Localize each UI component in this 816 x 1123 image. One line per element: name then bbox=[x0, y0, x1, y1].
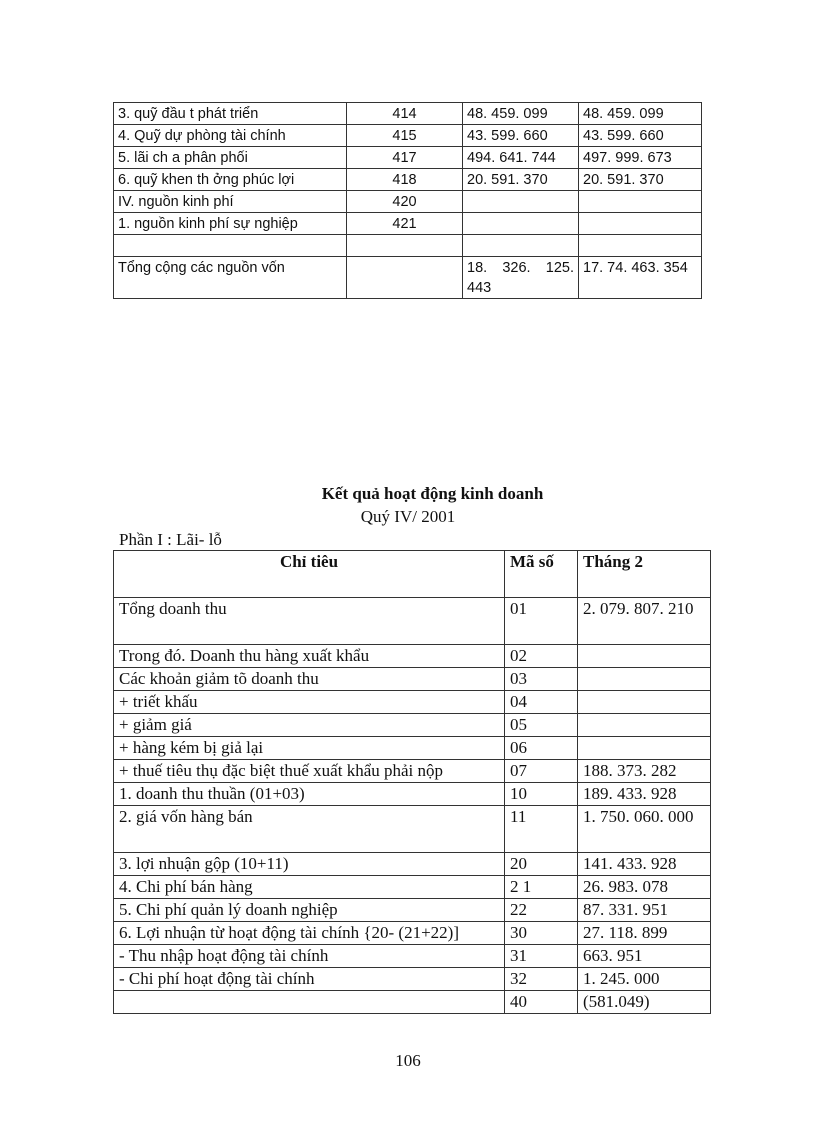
row-label: + hàng kém bị giả lại bbox=[114, 737, 505, 760]
row-value bbox=[578, 714, 711, 737]
row-label: Tổng doanh thu bbox=[114, 598, 505, 645]
part-label: Phần I : Lãi- lỗ bbox=[119, 530, 222, 549]
table-row bbox=[114, 103, 702, 125]
row-code: 32 bbox=[505, 968, 578, 991]
row-code: 417 bbox=[347, 147, 463, 169]
row-label: 5. lãi ch a phân phối bbox=[114, 147, 347, 169]
capital-sources-table bbox=[113, 102, 702, 299]
row-value: 141. 433. 928 bbox=[578, 853, 711, 876]
table-row bbox=[114, 691, 711, 714]
row-value-end bbox=[579, 213, 702, 235]
row-value: 1. 750. 060. 000 bbox=[578, 806, 711, 853]
row-code: 420 bbox=[347, 191, 463, 213]
row-value: 87. 331. 951 bbox=[578, 899, 711, 922]
table-row bbox=[114, 213, 702, 235]
table-row bbox=[114, 598, 711, 645]
row-code: 10 bbox=[505, 783, 578, 806]
table-row bbox=[114, 235, 702, 257]
row-label: 4. Chi phí bán hàng bbox=[114, 876, 505, 899]
row-value-end: 497. 999. 673 bbox=[579, 147, 702, 169]
table-row bbox=[114, 737, 711, 760]
header-month: Tháng 2 bbox=[578, 551, 711, 598]
row-label: 1. nguồn kinh phí sự nghiệp bbox=[114, 213, 347, 235]
row-code: 07 bbox=[505, 760, 578, 783]
row-code: 06 bbox=[505, 737, 578, 760]
row-label: Các khoản giảm tõ doanh thu bbox=[114, 668, 505, 691]
table-row bbox=[114, 645, 711, 668]
row-label: 6. Lợi nhuận từ hoạt động tài chính {20- (21+22)] bbox=[114, 922, 505, 945]
table-row bbox=[114, 169, 702, 191]
row-code: 05 bbox=[505, 714, 578, 737]
row-label: 2. giá vốn hàng bán bbox=[114, 806, 505, 853]
row-label: - Chi phí hoạt động tài chính bbox=[114, 968, 505, 991]
row-value: 189. 433. 928 bbox=[578, 783, 711, 806]
row-code: 421 bbox=[347, 213, 463, 235]
page-number: 106 bbox=[395, 1051, 421, 1070]
row-label: + giảm giá bbox=[114, 714, 505, 737]
row-code: 20 bbox=[505, 853, 578, 876]
row-code: 418 bbox=[347, 169, 463, 191]
row-value-end: 43. 599. 660 bbox=[579, 125, 702, 147]
row-value-start: 48. 459. 099 bbox=[463, 103, 579, 125]
row-label: IV. nguồn kinh phí bbox=[114, 191, 347, 213]
row-value bbox=[578, 668, 711, 691]
row-value-end: 48. 459. 099 bbox=[579, 103, 702, 125]
total-value-start: 18. 326. 125. 443 bbox=[463, 257, 579, 299]
row-label: 1. doanh thu thuần (01+03) bbox=[114, 783, 505, 806]
table-total-row bbox=[114, 257, 702, 299]
table-row bbox=[114, 899, 711, 922]
row-label: + triết khấu bbox=[114, 691, 505, 714]
row-label: - Thu nhập hoạt động tài chính bbox=[114, 945, 505, 968]
row-value: 27. 118. 899 bbox=[578, 922, 711, 945]
row-code: 22 bbox=[505, 899, 578, 922]
row-code: 02 bbox=[505, 645, 578, 668]
row-value-start bbox=[463, 213, 579, 235]
row-label: 5. Chi phí quản lý doanh nghiệp bbox=[114, 899, 505, 922]
row-code: 415 bbox=[347, 125, 463, 147]
header-indicator: Chỉ tiêu bbox=[114, 551, 505, 598]
row-label: 4. Quỹ dự phòng tài chính bbox=[114, 125, 347, 147]
row-code: 04 bbox=[505, 691, 578, 714]
row-value-start bbox=[463, 235, 579, 257]
row-code: 01 bbox=[505, 598, 578, 645]
row-code: 31 bbox=[505, 945, 578, 968]
table-row bbox=[114, 125, 702, 147]
row-code: 2 1 bbox=[505, 876, 578, 899]
row-code: 40 bbox=[505, 991, 578, 1014]
row-label: 3. quỹ đầu t phát triển bbox=[114, 103, 347, 125]
row-label: 6. quỹ khen th ởng phúc lợi bbox=[114, 169, 347, 191]
row-value: 663. 951 bbox=[578, 945, 711, 968]
row-label: + thuế tiêu thụ đặc biệt thuế xuất khẩu phải nộp bbox=[114, 760, 505, 783]
row-code: 30 bbox=[505, 922, 578, 945]
row-label: 3. lợi nhuận gộp (10+11) bbox=[114, 853, 505, 876]
row-label: Trong đó. Doanh thu hàng xuất khẩu bbox=[114, 645, 505, 668]
table-row bbox=[114, 945, 711, 968]
row-value: 188. 373. 282 bbox=[578, 760, 711, 783]
table-header-row bbox=[114, 551, 711, 598]
row-code: 03 bbox=[505, 668, 578, 691]
table-row bbox=[114, 191, 702, 213]
total-code bbox=[347, 257, 463, 299]
table-row bbox=[114, 968, 711, 991]
row-value bbox=[578, 737, 711, 760]
row-code: 11 bbox=[505, 806, 578, 853]
table-row bbox=[114, 991, 711, 1014]
row-value-start: 494. 641. 744 bbox=[463, 147, 579, 169]
row-code: 414 bbox=[347, 103, 463, 125]
row-value bbox=[578, 645, 711, 668]
row-value-end bbox=[579, 191, 702, 213]
table-row bbox=[114, 876, 711, 899]
row-value-start bbox=[463, 191, 579, 213]
table-row bbox=[114, 147, 702, 169]
report-subtitle: Quý IV/ 2001 bbox=[360, 507, 456, 526]
row-value: 1. 245. 000 bbox=[578, 968, 711, 991]
table-row bbox=[114, 714, 711, 737]
table-row bbox=[114, 668, 711, 691]
table-row bbox=[114, 760, 711, 783]
row-label bbox=[114, 991, 505, 1014]
row-value-start: 43. 599. 660 bbox=[463, 125, 579, 147]
row-value-end bbox=[579, 235, 702, 257]
table-row bbox=[114, 783, 711, 806]
total-value-end: 17. 74. 463. 354 bbox=[579, 257, 702, 299]
row-value: (581.049) bbox=[578, 991, 711, 1014]
row-value-end: 20. 591. 370 bbox=[579, 169, 702, 191]
report-title: Kết quả hoạt động kinh doanh bbox=[321, 484, 544, 503]
row-label bbox=[114, 235, 347, 257]
total-label: Tổng cộng các nguồn vốn bbox=[114, 257, 347, 299]
table-row bbox=[114, 853, 711, 876]
row-value-start: 20. 591. 370 bbox=[463, 169, 579, 191]
row-value: 26. 983. 078 bbox=[578, 876, 711, 899]
row-code bbox=[347, 235, 463, 257]
row-value: 2. 079. 807. 210 bbox=[578, 598, 711, 645]
table-row bbox=[114, 922, 711, 945]
income-statement-table bbox=[113, 550, 711, 1014]
table-row bbox=[114, 806, 711, 853]
row-value bbox=[578, 691, 711, 714]
header-code: Mã số bbox=[505, 551, 578, 598]
